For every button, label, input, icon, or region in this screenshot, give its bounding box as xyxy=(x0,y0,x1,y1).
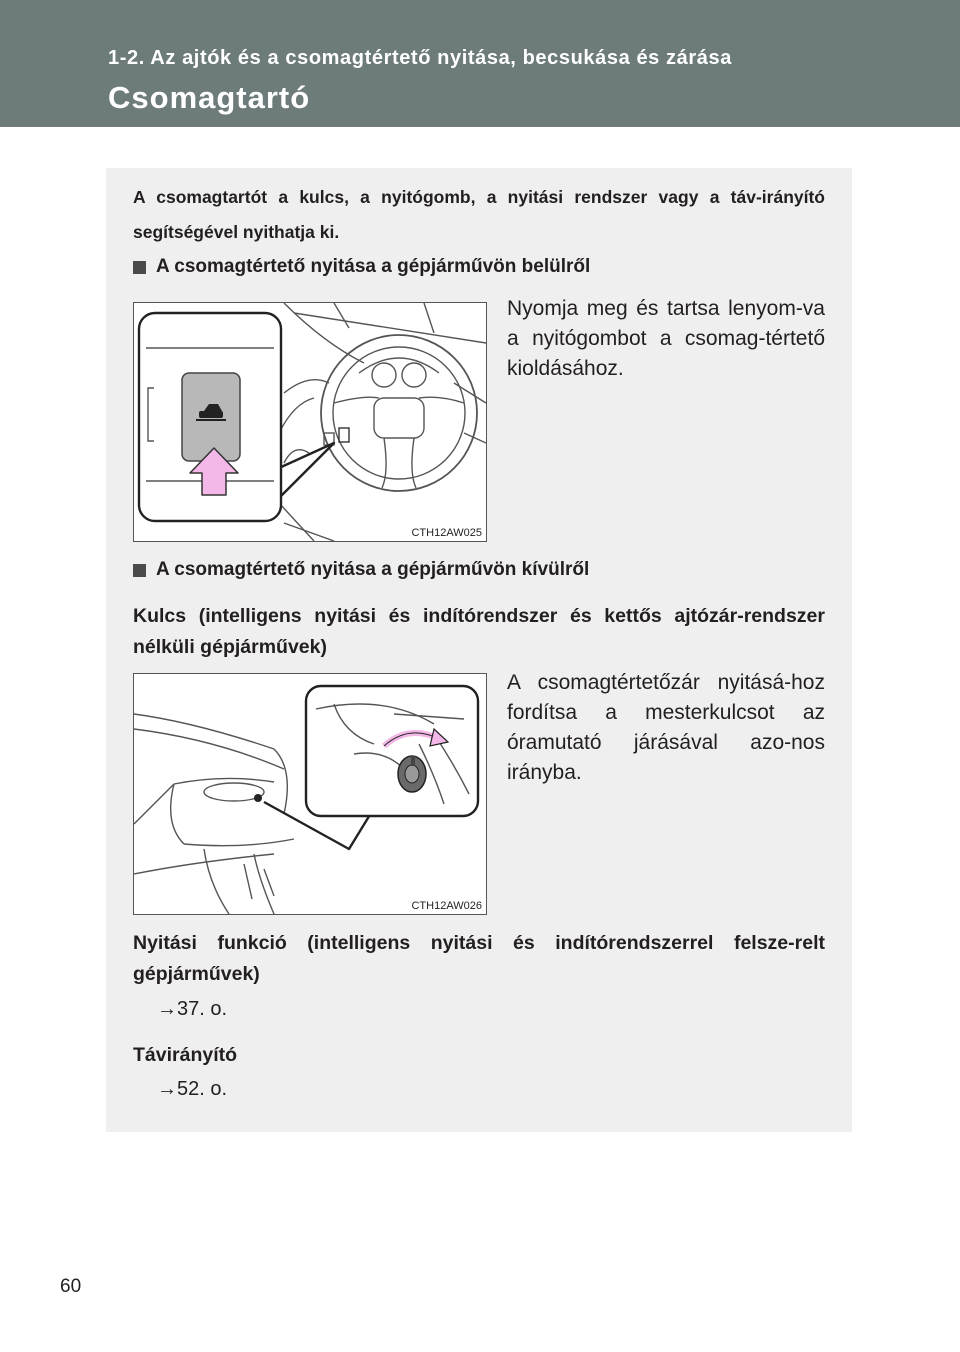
page-title: Csomagtartó xyxy=(108,80,311,115)
page-header xyxy=(0,0,960,127)
section-body-text: A csomagtértetőzár nyitásá-hoz fordítsa a mesterkulcsot az óramutató járásával azo-nos irányba. xyxy=(507,671,825,784)
section-heading-text: A csomagtértető nyitása a gépjárművön belülről xyxy=(156,256,591,277)
section-body-text: Nyomja meg és tartsa lenyom-va a nyitógombot a csomag-tértető kioldásához. xyxy=(507,297,825,380)
figure-key-lock xyxy=(133,673,487,915)
page-number: 60 xyxy=(60,1276,82,1297)
intro-text: A csomagtartót a kulcs, a nyitógomb, a nyitási rendszer vagy a táv-irányító segítségével nyithatja ki. xyxy=(133,187,825,242)
section-heading-outside xyxy=(133,559,589,581)
smart-entry-heading: Nyitási funkció (intelligens nyitási és indítórendszerrel felsze-relt gépjárművek) xyxy=(133,932,825,985)
section-title: 1-2. Az ajtók és a csomagtértető nyitása, becsukása és zárása xyxy=(108,47,732,69)
dashboard-illustration xyxy=(134,303,486,541)
section-heading-inside xyxy=(133,256,590,278)
figure-code: CTH12AW026 xyxy=(411,900,482,912)
page-reference-link[interactable]: →52. o. xyxy=(157,1078,228,1100)
page-reference-link[interactable]: →37. o. xyxy=(157,998,228,1020)
remote-heading: Távirányító xyxy=(133,1044,238,1066)
section-heading-text: A csomagtértető nyitása a gépjárművön kívülről xyxy=(156,559,590,580)
square-bullet-icon xyxy=(133,261,146,274)
rear-car-illustration xyxy=(134,674,486,914)
figure-interior-button xyxy=(133,302,487,542)
square-bullet-icon xyxy=(133,564,146,577)
figure-code: CTH12AW025 xyxy=(411,527,482,539)
key-heading: Kulcs (intelligens nyitási és indítórendszer és kettős ajtózár-rendszer nélküli gépjárművek) xyxy=(133,605,825,658)
